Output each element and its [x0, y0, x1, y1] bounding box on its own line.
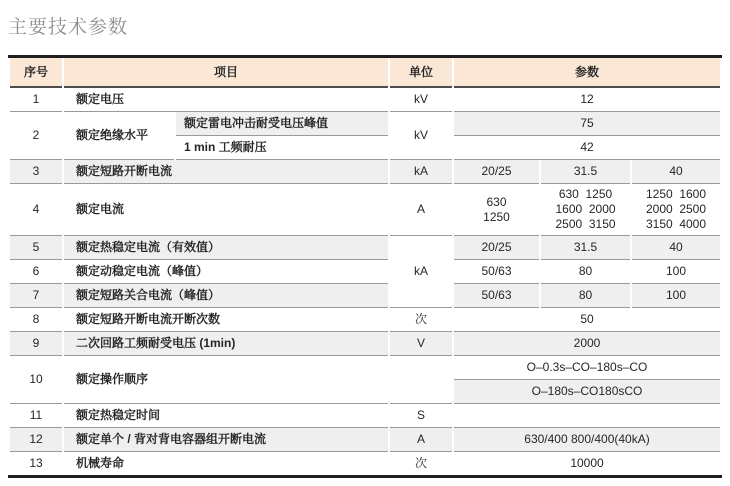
cell-item: 额定绝缘水平 [64, 112, 174, 160]
cell-param: 10000 [454, 452, 720, 475]
page-title: 主要技术参数 [8, 17, 129, 38]
cell-no: 1 [10, 88, 62, 112]
cell-item: 额定短路开断电流开断次数 [64, 308, 388, 332]
cell-no: 10 [10, 356, 62, 404]
cell-no: 9 [10, 332, 62, 356]
cell-item: 额定热稳定时间 [64, 404, 388, 428]
cell-param: 50/63 [454, 260, 539, 284]
cell-unit: S [390, 404, 452, 428]
param-line: 3150 4000 [645, 217, 707, 231]
cell-param: O–180s–CO180sCO [454, 380, 720, 404]
cell-unit: kV [390, 88, 452, 112]
cell-unit: 次 [390, 308, 452, 332]
cell-item: 额定操作顺序 [64, 356, 388, 404]
cell-param [541, 184, 630, 236]
cell-param: 80 [541, 260, 630, 284]
cell-param: 12 [454, 88, 720, 112]
table-row [10, 308, 720, 332]
cell-param: 80 [541, 284, 630, 308]
cell-param [454, 404, 720, 428]
cell-unit [390, 356, 452, 404]
cell-param: 40 [632, 236, 720, 260]
col-header-param: 参数 [454, 58, 720, 88]
param-line: 2000 2500 [645, 202, 707, 216]
cell-param: 20/25 [454, 236, 539, 260]
cell-item: 额定短路开断电流 [64, 160, 388, 184]
param-line: 630 1250 [558, 187, 613, 201]
table-row [10, 88, 720, 112]
cell-no: 7 [10, 284, 62, 308]
cell-no: 12 [10, 428, 62, 452]
cell-no: 13 [10, 452, 62, 475]
cell-unit: kV [390, 112, 452, 160]
cell-param: 630/400 800/400(40kA) [454, 428, 720, 452]
cell-item: 额定电流 [64, 184, 388, 236]
table-row [10, 284, 720, 308]
table-row [10, 160, 720, 184]
col-header-no: 序号 [10, 58, 62, 88]
cell-item: 额定热稳定电流（有效值） [64, 236, 388, 260]
cell-param [632, 184, 720, 236]
cell-param: 100 [632, 260, 720, 284]
cell-no: 8 [10, 308, 62, 332]
cell-param: 75 [454, 112, 720, 136]
param-line: 1600 2000 [555, 202, 616, 216]
tech-params-table [8, 55, 722, 478]
param-line: 1250 1600 [645, 187, 707, 201]
cell-subitem: 1 min 工频耐压 [176, 136, 388, 160]
cell-no: 6 [10, 260, 62, 284]
table-row [10, 428, 720, 452]
cell-param: 50/63 [454, 284, 539, 308]
cell-param: 40 [632, 160, 720, 184]
cell-unit: kA [390, 236, 452, 308]
param-line: 630 [486, 194, 507, 209]
cell-unit: kA [390, 160, 452, 184]
cell-param: 31.5 [541, 160, 630, 184]
cell-unit: A [390, 428, 452, 452]
param-line: 2500 3150 [555, 217, 616, 231]
cell-item: 二次回路工频耐受电压 (1min) [64, 332, 388, 356]
table-row [10, 452, 720, 475]
col-header-item: 项目 [64, 58, 388, 88]
cell-item: 机械寿命 [64, 452, 388, 475]
param-line: 1250 [483, 209, 510, 224]
cell-param: 31.5 [541, 236, 630, 260]
cell-param: 2000 [454, 332, 720, 356]
cell-item: 额定短路关合电流（峰值） [64, 284, 388, 308]
table-row [10, 260, 720, 284]
cell-unit: V [390, 332, 452, 356]
cell-subitem: 额定雷电冲击耐受电压峰值 [176, 112, 388, 136]
table-row [10, 356, 720, 380]
table-row [10, 404, 720, 428]
cell-param: O–0.3s–CO–180s–CO [454, 356, 720, 380]
table-row [10, 332, 720, 356]
header-row [10, 58, 720, 88]
cell-unit: 次 [390, 452, 452, 475]
cell-param [454, 184, 539, 236]
cell-param: 42 [454, 136, 720, 160]
cell-no: 5 [10, 236, 62, 260]
cell-item: 额定动稳定电流（峰值） [64, 260, 388, 284]
cell-no: 11 [10, 404, 62, 428]
cell-no: 4 [10, 184, 62, 236]
cell-item: 额定电压 [64, 88, 388, 112]
table-row [10, 184, 720, 236]
cell-param: 100 [632, 284, 720, 308]
cell-item: 额定单个 / 背对背电容器组开断电流 [64, 428, 388, 452]
col-header-unit: 单位 [390, 58, 452, 88]
table-row [10, 236, 720, 260]
cell-unit: A [390, 184, 452, 236]
cell-no: 2 [10, 112, 62, 160]
table-row [10, 112, 720, 136]
cell-param: 20/25 [454, 160, 539, 184]
cell-no: 3 [10, 160, 62, 184]
cell-param: 50 [454, 308, 720, 332]
